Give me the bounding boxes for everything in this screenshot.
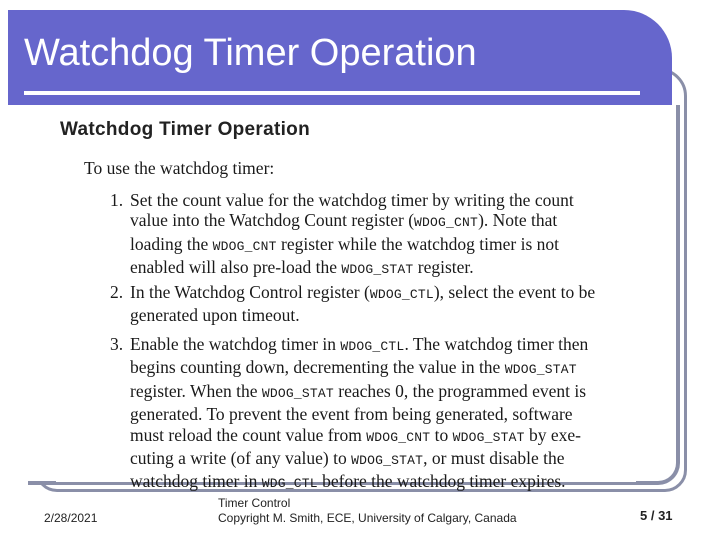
register-name: WDOG_STAT: [261, 385, 334, 401]
step-number: 2.: [110, 282, 124, 302]
step-line: [130, 282, 630, 305]
line-text: Set the count value for the watchdog timer by writing the count: [130, 190, 574, 210]
line-text: watchdog timer in: [130, 471, 262, 492]
line-text: loading the: [130, 233, 213, 254]
step-line: [130, 190, 630, 210]
step-line: [130, 334, 630, 357]
line-text: register.: [413, 257, 474, 278]
line-text: before the watchdog timer expires.: [317, 471, 566, 492]
title-underline: [24, 91, 640, 95]
line-text: In the Watchdog Control register (: [130, 282, 370, 302]
register-name: WDOG_STAT: [452, 429, 525, 445]
line-text: register. When the: [130, 380, 262, 401]
footer-section-title: Timer Control: [218, 496, 291, 510]
step-line: [130, 425, 630, 448]
line-text: register while the watchdog timer is not: [276, 233, 559, 254]
page-number: 5 / 31: [640, 508, 673, 523]
line-text: . The watchdog timer then: [404, 334, 589, 354]
footer-center: [218, 496, 517, 526]
footer-copyright: Copyright M. Smith, ECE, University of Calgary, Canada: [218, 511, 517, 525]
line-text: begins counting down, decrementing the value in the: [130, 357, 505, 378]
register-name: WDOG_CNT: [414, 215, 479, 231]
document-heading: Watchdog Timer Operation: [60, 119, 310, 140]
register-name: WDOG_STAT: [504, 362, 577, 378]
line-text: generated upon timeout.: [130, 305, 300, 326]
line-text: to: [430, 424, 453, 445]
register-name: WDG_CTL: [261, 476, 318, 492]
line-text: cuting a write (of any value) to: [130, 448, 352, 469]
step-line: [130, 381, 630, 404]
step-line: [130, 234, 630, 257]
line-text: reaches 0, the programmed event is: [333, 380, 587, 401]
register-name: WDOG_CTL: [340, 339, 405, 354]
line-text: Enable the watchdog timer in: [130, 334, 341, 354]
line-text: value into the Watchdog Count register (: [130, 210, 415, 231]
document-image: [56, 112, 636, 492]
slide-title: Watchdog Timer Operation: [24, 32, 477, 74]
register-name: WDOG_CNT: [366, 429, 431, 445]
step-line: [130, 357, 630, 380]
step-body: [130, 282, 630, 326]
line-text: ), select the event to be: [433, 282, 596, 302]
line-text: must reload the count value from: [130, 424, 367, 445]
step-line: [130, 305, 630, 325]
step-body: [130, 334, 630, 495]
register-name: WDOG_CNT: [212, 238, 277, 254]
step-line: [130, 448, 630, 471]
step-body: [130, 190, 630, 281]
step-number: 1.: [110, 190, 124, 210]
register-name: WDOG_STAT: [341, 262, 414, 278]
step-line: [130, 257, 630, 280]
register-name: WDOG_STAT: [351, 453, 424, 469]
step-line: [130, 471, 630, 494]
step-line: [130, 210, 630, 233]
line-text: enabled will also pre-load the: [130, 257, 342, 278]
step-number: 3.: [110, 334, 124, 354]
line-text: generated. To prevent the event from being generated, software: [130, 404, 573, 425]
footer-date: 2/28/2021: [44, 511, 98, 525]
step-line: [130, 404, 630, 424]
line-text: ). Note that: [478, 210, 558, 231]
line-text: by exe-: [524, 424, 581, 445]
line-text: , or must disable the: [423, 448, 565, 469]
document-intro: To use the watchdog timer:: [84, 158, 275, 178]
register-name: WDOG_CTL: [369, 287, 434, 302]
